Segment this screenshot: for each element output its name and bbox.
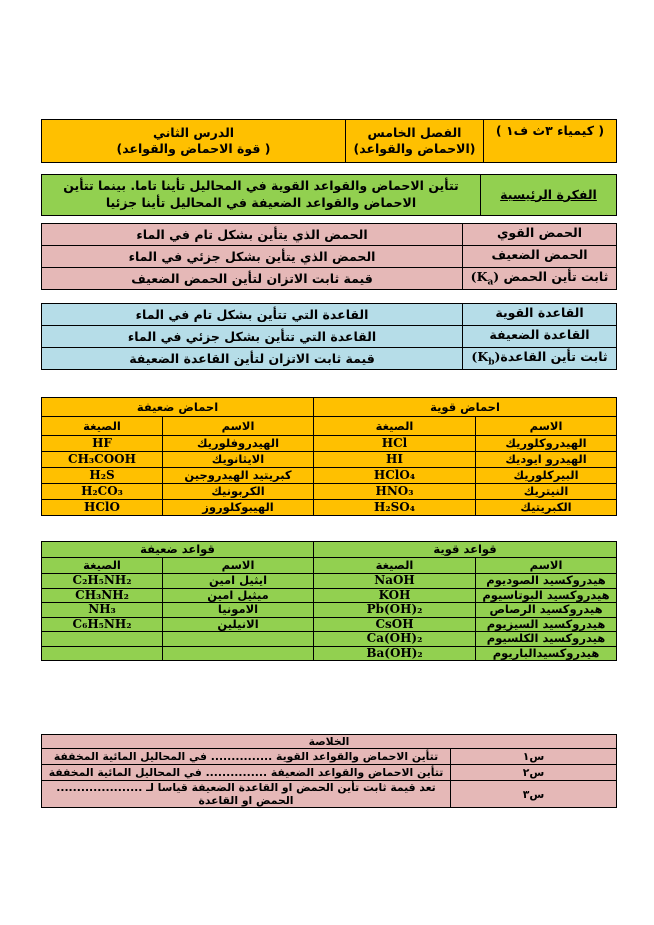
term-text: الحمض القوي bbox=[496, 225, 583, 241]
chapter-cell bbox=[346, 120, 484, 163]
term-cell bbox=[463, 348, 617, 370]
term-cell bbox=[463, 246, 617, 268]
table-row bbox=[42, 246, 617, 268]
strong-acid-name: الهيدرو ايوديك bbox=[476, 452, 617, 468]
definition-text: الحمض الذي يتأين بشكل تام في الماء bbox=[136, 227, 368, 242]
definition-cell bbox=[42, 348, 463, 370]
lesson-title: الدرس الثاني bbox=[152, 124, 235, 140]
definition-cell bbox=[42, 246, 463, 268]
definition-cell bbox=[42, 268, 463, 290]
formula-header: الصيغة bbox=[42, 417, 163, 436]
summary-title: الخلاصة bbox=[42, 735, 617, 749]
strong-acids-title: احماض قوية bbox=[314, 398, 617, 417]
term-text: ثابت تأين الحمض bbox=[499, 269, 609, 285]
column-header-row bbox=[42, 417, 617, 436]
strong-base-formula: Ba(OH)₂ bbox=[314, 646, 476, 661]
strong-base-name: هيدروكسيدالباريوم bbox=[476, 646, 617, 661]
weak-acid-formula: CH₃COOH bbox=[42, 452, 163, 468]
strong-acid-formula: HNO₃ bbox=[314, 484, 476, 500]
strong-base-formula: CsOH bbox=[314, 617, 476, 632]
weak-base-formula: CH₃NH₂ bbox=[42, 588, 163, 603]
name-header: الاسم bbox=[163, 417, 314, 436]
weak-acid-formula: H₂S bbox=[42, 468, 163, 484]
formula-header: الصيغة bbox=[42, 558, 163, 574]
strong-base-name: هيدروكسيد البوتاسيوم bbox=[476, 588, 617, 603]
question-text: تتأين الاحماض والقواعد القوية ............... في المحاليل المائية المخففة bbox=[42, 749, 451, 765]
table-row bbox=[42, 603, 617, 618]
main-idea-text: تتأين الاحماض والقواعد القوية في المحاليل تأينا تاما. بينما تتأين الاحماض والقواعد الضعيفة في المحاليل تأينا جزئيا bbox=[63, 178, 459, 210]
strong-base-name: هيدروكسيد الصوديوم bbox=[476, 574, 617, 589]
weak-acid-name: الايثانويك bbox=[163, 452, 314, 468]
chapter-title: الفصل الخامس bbox=[367, 124, 462, 140]
strong-base-formula: Pb(OH)₂ bbox=[314, 603, 476, 618]
summary-table bbox=[41, 734, 617, 808]
term-text: القاعدة الضعيفة bbox=[489, 327, 590, 343]
table-row bbox=[42, 484, 617, 500]
table-row bbox=[42, 224, 617, 246]
table-row bbox=[42, 617, 617, 632]
kb-symbol: $(K_b)$ bbox=[471, 349, 501, 368]
table-row bbox=[42, 436, 617, 452]
strong-base-formula: KOH bbox=[314, 588, 476, 603]
lesson-subtitle: ( قوة الاحماض والقواعد) bbox=[116, 141, 271, 156]
definition-cell bbox=[42, 304, 463, 326]
weak-acid-name: الهيدروفلوريك bbox=[163, 436, 314, 452]
weak-base-formula: C₂H₅NH₂ bbox=[42, 574, 163, 589]
definition-text: قيمة ثابت الاتزان لتأين الحمض الضعيف bbox=[131, 271, 373, 286]
course-title: ( كيمياء ٣ث ف١ ) bbox=[495, 123, 605, 138]
weak-base-formula: NH₃ bbox=[42, 603, 163, 618]
term-cell bbox=[463, 326, 617, 348]
definition-cell bbox=[42, 326, 463, 348]
term-cell bbox=[463, 224, 617, 246]
question-text: تعد قيمة ثابت تأين الحمض او القاعدة الضعيفة قياسا لـ ..................... الحمض او القاعدة bbox=[42, 781, 451, 808]
strong-acid-name: الكبريتيك bbox=[476, 500, 617, 516]
definition-text: الحمض الذي يتأين بشكل جزئي في الماء bbox=[128, 249, 376, 264]
weak-base-name: الانيلين bbox=[163, 617, 314, 632]
lesson-cell bbox=[42, 120, 346, 163]
strong-acid-name: النيتريك bbox=[476, 484, 617, 500]
table-row bbox=[42, 468, 617, 484]
table-row bbox=[42, 646, 617, 661]
strong-base-name: هيدروكسيد الكلسيوم bbox=[476, 632, 617, 647]
table-row bbox=[42, 268, 617, 290]
term-cell bbox=[463, 304, 617, 326]
summary-title-row bbox=[42, 735, 617, 749]
question-number: س١ bbox=[451, 749, 617, 765]
question-number: س٢ bbox=[451, 765, 617, 781]
weak-base-name bbox=[163, 632, 314, 647]
strong-acid-formula: H₂SO₄ bbox=[314, 500, 476, 516]
weak-acid-name: كبريتيد الهيدروجين bbox=[163, 468, 314, 484]
question-text: تتأين الاحماض والقواعد الضعيفة ............... في المحاليل المائية المخففة bbox=[42, 765, 451, 781]
formula-header: الصيغة bbox=[314, 417, 476, 436]
ka-symbol: $(K_a)$ bbox=[470, 269, 500, 288]
term-text: القاعدة القوية bbox=[495, 305, 584, 321]
definition-text: القاعدة التي تتأين بشكل تام في الماء bbox=[135, 307, 369, 322]
acids-list-table bbox=[41, 397, 617, 516]
formula-header: الصيغة bbox=[314, 558, 476, 574]
strong-base-name: هيدروكسيد السيزيوم bbox=[476, 617, 617, 632]
question-number: س٣ bbox=[451, 781, 617, 808]
chapter-subtitle: (الاحماض والقواعد) bbox=[353, 141, 476, 156]
weak-base-name: ايثيل امين bbox=[163, 574, 314, 589]
table-row bbox=[42, 749, 617, 765]
header-table bbox=[41, 119, 617, 163]
table-row bbox=[42, 500, 617, 516]
name-header: الاسم bbox=[476, 417, 617, 436]
header-row bbox=[42, 120, 617, 163]
table-row bbox=[42, 304, 617, 326]
weak-acids-title: احماض ضعيفة bbox=[42, 398, 314, 417]
table-row bbox=[42, 632, 617, 647]
course-title-cell bbox=[484, 120, 617, 163]
strong-base-formula: Ca(OH)₂ bbox=[314, 632, 476, 647]
definition-text: قيمة ثابت الاتزان لتأين القاعدة الضعيفة bbox=[129, 351, 375, 366]
main-idea-text-cell bbox=[42, 175, 481, 216]
weak-base-name: الامونيا bbox=[163, 603, 314, 618]
table-row bbox=[42, 588, 617, 603]
definition-cell bbox=[42, 224, 463, 246]
weak-base-formula: C₆H₅NH₂ bbox=[42, 617, 163, 632]
weak-acid-formula: H₂CO₃ bbox=[42, 484, 163, 500]
table-row bbox=[42, 326, 617, 348]
main-idea-row bbox=[42, 175, 617, 216]
column-header-row bbox=[42, 558, 617, 574]
main-idea-label: الفكرة الرئيسية bbox=[500, 186, 597, 202]
term-text: ثابت تأين القاعدة bbox=[500, 349, 608, 365]
weak-acid-name: الكربونيك bbox=[163, 484, 314, 500]
group-title-row bbox=[42, 398, 617, 417]
weak-acid-name: الهيبوكلوروز bbox=[163, 500, 314, 516]
weak-bases-title: قواعد ضعيفة bbox=[42, 542, 314, 558]
table-row bbox=[42, 781, 617, 808]
table-row bbox=[42, 452, 617, 468]
base-definitions-table bbox=[41, 303, 617, 370]
weak-base-formula bbox=[42, 646, 163, 661]
term-text: الحمض الضعيف bbox=[491, 247, 588, 263]
strong-acid-name: البيركلوريك bbox=[476, 468, 617, 484]
table-row bbox=[42, 348, 617, 370]
weak-acid-formula: HClO bbox=[42, 500, 163, 516]
bases-list-table bbox=[41, 541, 617, 661]
strong-acid-formula: HCl bbox=[314, 436, 476, 452]
weak-base-name: ميثيل امين bbox=[163, 588, 314, 603]
strong-acid-formula: HI bbox=[314, 452, 476, 468]
term-cell bbox=[463, 268, 617, 290]
weak-base-formula bbox=[42, 632, 163, 647]
name-header: الاسم bbox=[163, 558, 314, 574]
group-title-row bbox=[42, 542, 617, 558]
table-row bbox=[42, 765, 617, 781]
main-idea-table bbox=[41, 174, 617, 216]
weak-base-name bbox=[163, 646, 314, 661]
strong-base-name: هيدروكسيد الرصاص bbox=[476, 603, 617, 618]
strong-acid-name: الهيدروكلوريك bbox=[476, 436, 617, 452]
strong-base-formula: NaOH bbox=[314, 574, 476, 589]
strong-acid-formula: HClO₄ bbox=[314, 468, 476, 484]
table-row bbox=[42, 574, 617, 589]
strong-bases-title: قواعد قوية bbox=[314, 542, 617, 558]
acid-definitions-table bbox=[41, 223, 617, 290]
name-header: الاسم bbox=[476, 558, 617, 574]
definition-text: القاعدة التي تتأين بشكل جزئي في الماء bbox=[127, 329, 377, 344]
weak-acid-formula: HF bbox=[42, 436, 163, 452]
main-idea-label-cell bbox=[481, 175, 617, 216]
